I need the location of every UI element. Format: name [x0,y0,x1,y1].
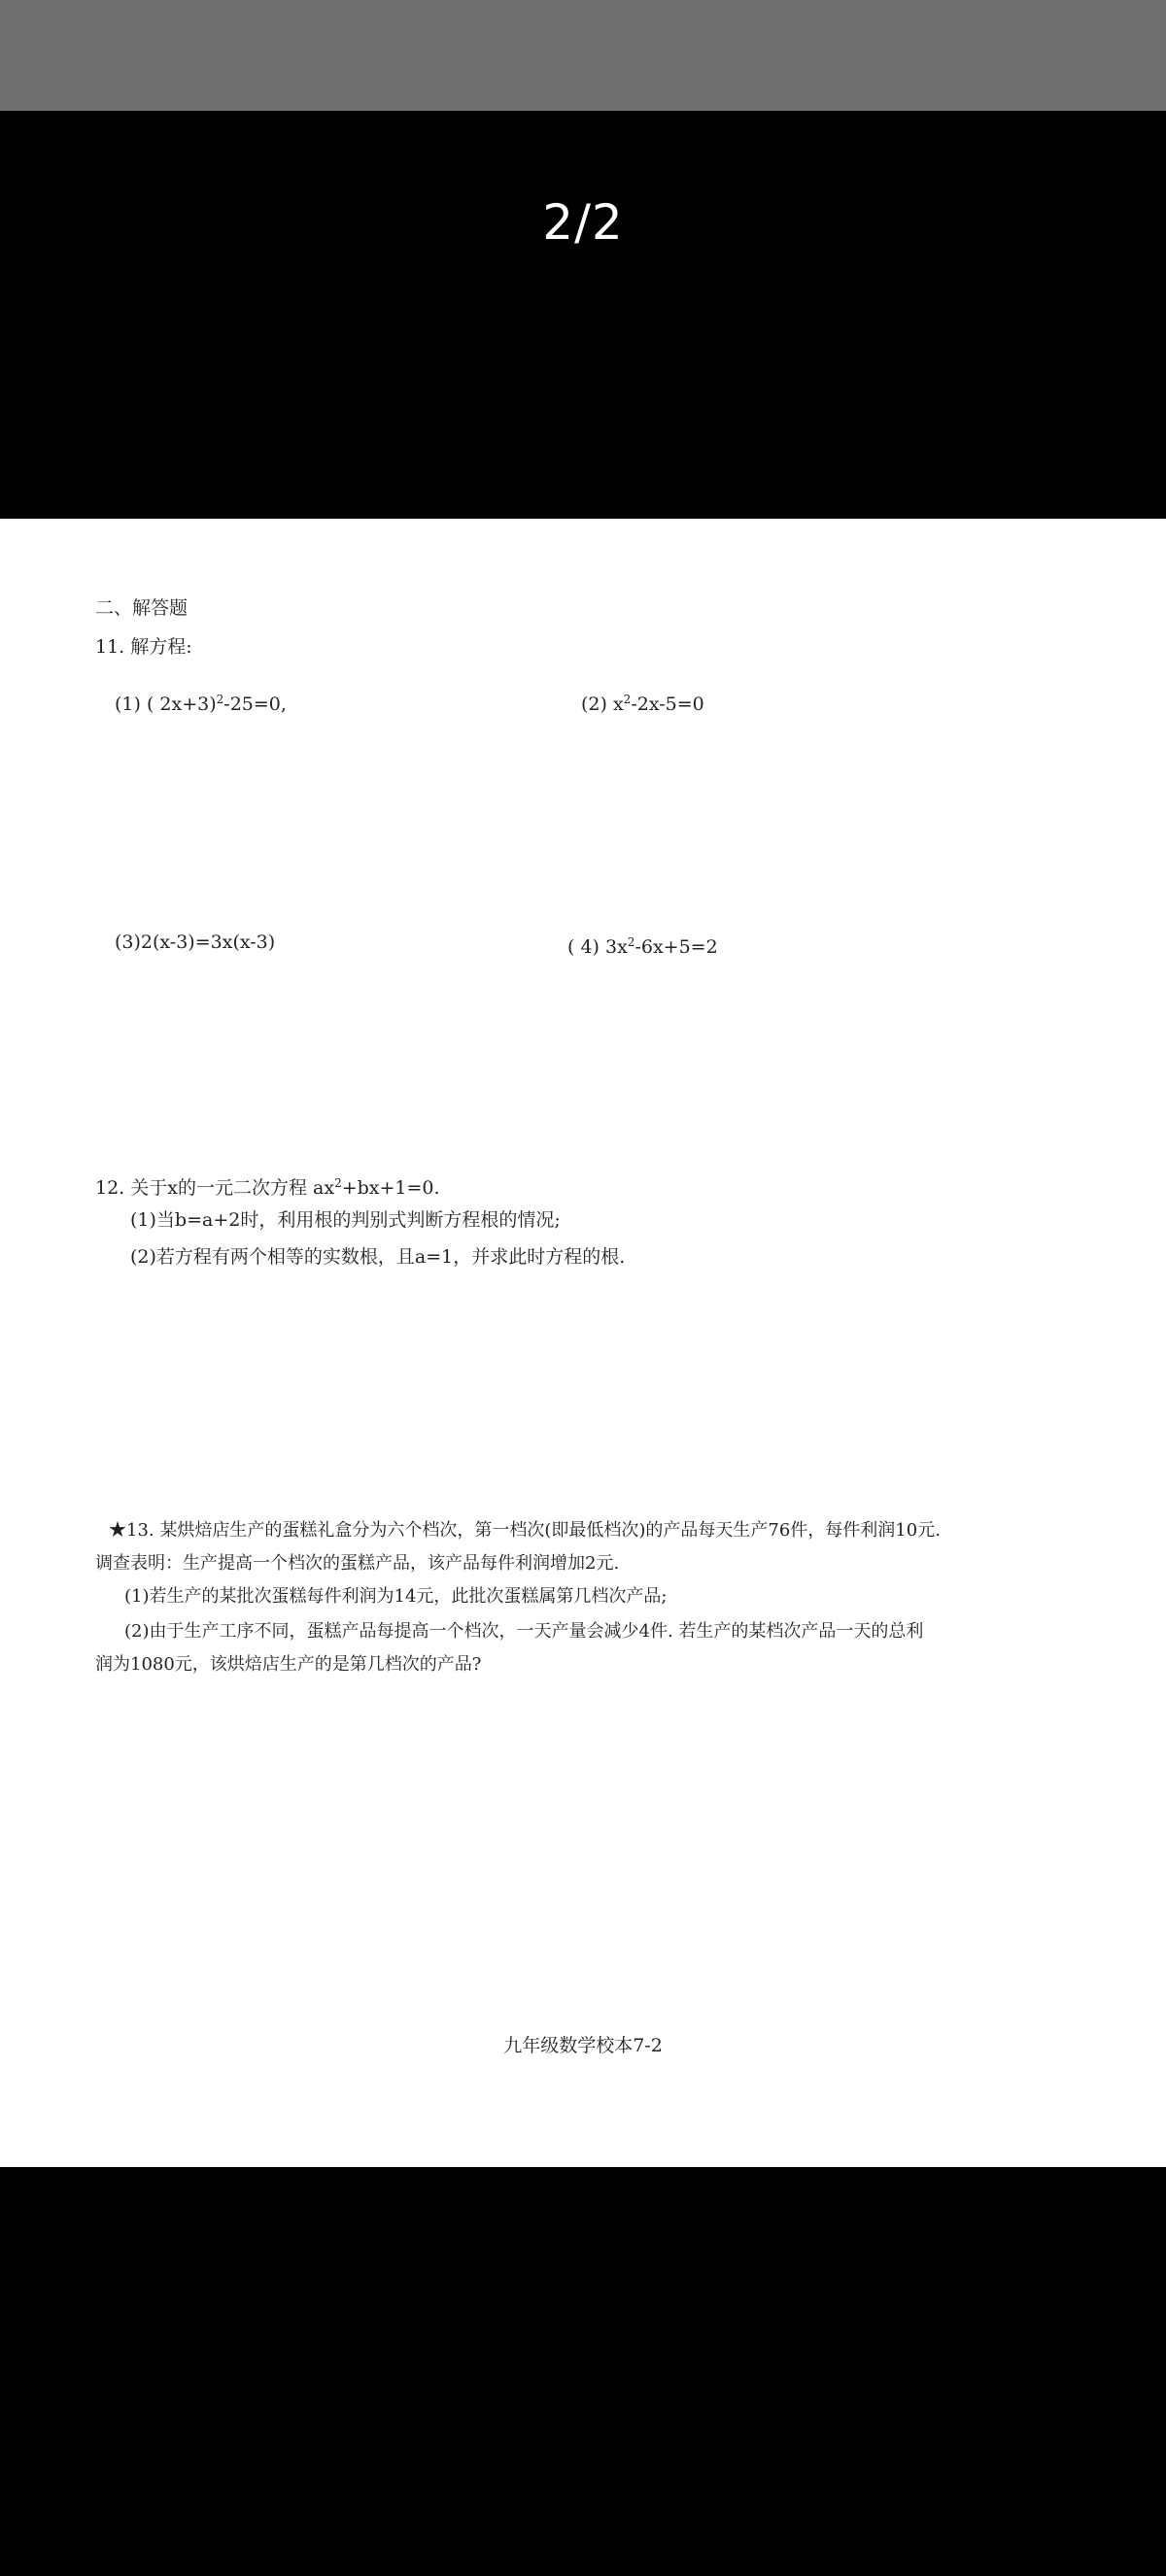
question-12-title-text: 12. 关于x的一元二次方程 ax [95,1177,335,1199]
equation-2-text: (2) x [581,694,624,715]
question-11-part-3: (3)2(x-3)=3x(x-3) [115,932,276,953]
question-13-sub-2-line-2: 润为1080元，该烘焙店生产的是第几档次的产品? [95,1654,482,1675]
equation-1-tail: -25=0, [223,694,287,715]
question-11-part-4 [567,931,718,959]
viewer-header [0,111,1166,519]
status-bar [0,0,1166,111]
question-12-exponent: 2 [334,1176,342,1190]
viewer-footer [0,2167,1166,2576]
equation-2-exponent: 2 [623,693,632,706]
question-12-title-tail: +bx+1=0. [341,1177,440,1199]
question-13-line-2: 调查表明：生产提高一个档次的蛋糕产品，该产品每件利润增加2元. [95,1553,620,1574]
document-page[interactable] [0,519,1166,2167]
equation-4-tail: -6x+5=2 [634,936,718,958]
question-13-sub-1: (1)若生产的某批次蛋糕每件利润为14元，此批次蛋糕属第几档次产品; [124,1586,668,1607]
question-13-line-1: ★13. 某烘焙店生产的蛋糕礼盒分为六个档次，第一档次(即最低档次)的产品每天生产76件，每件利润10元. [109,1520,941,1541]
question-13-sub-2-line-1: (2)由于生产工序不同，蛋糕产品每提高一个档次，一天产量会减少4件. 若生产的某档次产品一天的总利 [124,1621,924,1642]
page-footer: 九年级数学校本7-2 [503,2035,663,2056]
question-11-part-2 [581,688,704,716]
question-11-title: 11. 解方程: [95,636,192,658]
equation-2-tail: -2x-5=0 [631,694,704,715]
equation-1-text: (1) ( 2x+3) [115,694,217,715]
equation-4-exponent: 2 [627,935,635,949]
question-12-sub-2: (2)若方程有两个相等的实数根，且a=1，并求此时方程的根. [130,1246,626,1268]
page-counter: 2/2 [542,194,624,251]
question-12-title [95,1171,440,1200]
question-11-part-1 [115,688,287,716]
equation-4-text: ( 4) 3x [567,936,628,958]
section-heading: 二、解答题 [95,597,189,619]
question-12-sub-1: (1)当b=a+2时，利用根的判别式判断方程根的情况; [130,1209,561,1231]
equation-1-exponent: 2 [216,693,224,706]
